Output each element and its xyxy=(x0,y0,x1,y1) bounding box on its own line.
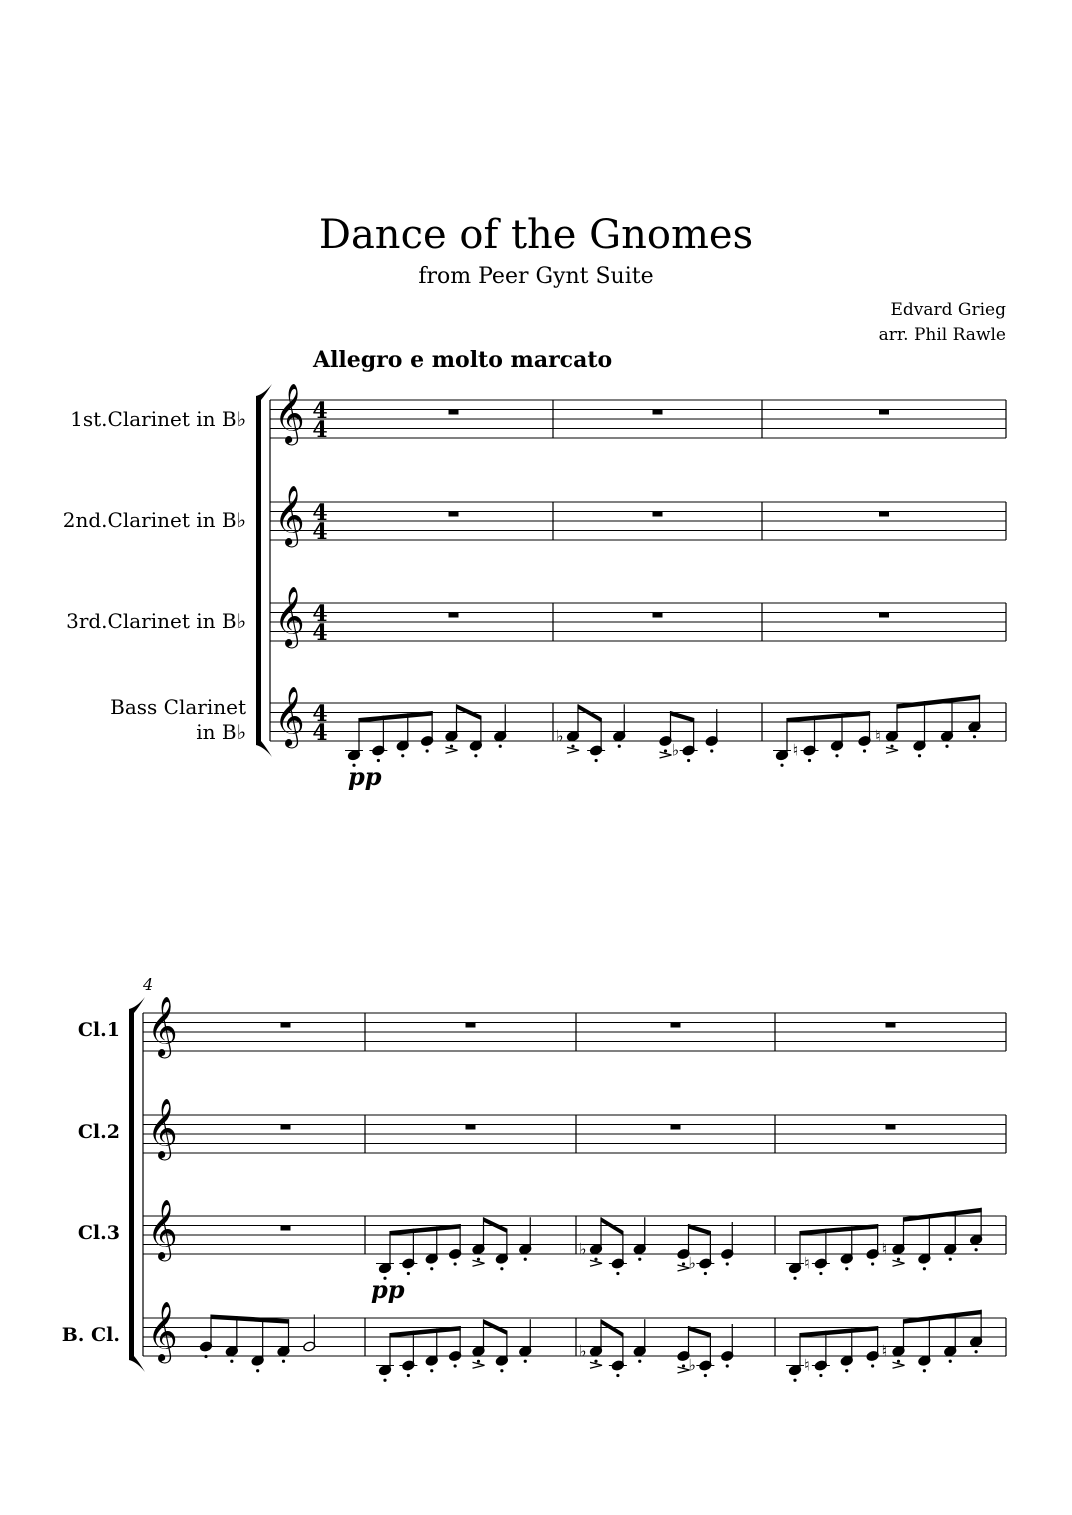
staccato-dot xyxy=(923,1369,926,1372)
whole-rest xyxy=(879,410,889,415)
staccato-dot xyxy=(524,1258,527,1261)
staccato-dot xyxy=(949,1258,952,1261)
treble-clef-icon: 𝄞 xyxy=(274,686,305,747)
natural-icon: ♮ xyxy=(881,1341,888,1361)
staccato-dot xyxy=(450,745,453,748)
whole-rest xyxy=(449,613,459,618)
staff-name-clarinet-3: 3rd.Clarinet in B♭ xyxy=(66,609,246,633)
staccato-dot xyxy=(945,745,948,748)
staccato-dot xyxy=(704,1272,707,1275)
staccato-dot xyxy=(616,1374,619,1377)
natural-icon: ♮ xyxy=(875,726,881,746)
treble-clef-icon: 𝄞 xyxy=(274,485,305,546)
whole-rest xyxy=(466,1125,476,1130)
system-bracket xyxy=(129,1009,134,1360)
whole-rest xyxy=(281,1023,291,1028)
staccato-dot xyxy=(710,749,713,752)
accent-mark xyxy=(660,752,672,758)
time-signature-bottom: 4 xyxy=(312,620,328,646)
whole-rest xyxy=(449,410,459,415)
staccato-dot xyxy=(897,1360,900,1363)
time-signature-top: 4 xyxy=(312,701,328,727)
flat-icon: ♭ xyxy=(671,740,680,760)
note-beam xyxy=(601,1319,623,1337)
natural-icon: ♮ xyxy=(803,1253,810,1273)
staccato-dot xyxy=(594,1258,597,1261)
treble-clef-icon: 𝄞 xyxy=(147,1301,178,1362)
whole-rest xyxy=(886,1023,896,1028)
whole-rest xyxy=(281,1226,291,1231)
staccato-dot xyxy=(407,1374,410,1377)
staccato-dot xyxy=(401,754,404,757)
whole-rest xyxy=(653,410,663,415)
accent-mark xyxy=(893,1362,905,1368)
note-beam xyxy=(904,1310,982,1324)
staccato-dot xyxy=(793,1277,796,1280)
staccato-dot xyxy=(845,1267,848,1270)
staccato-dot xyxy=(682,1364,685,1367)
staff-name-clarinet-2: 2nd.Clarinet in B♭ xyxy=(62,508,246,532)
time-signature-top: 4 xyxy=(312,500,328,526)
natural-icon: ♮ xyxy=(803,1355,810,1375)
staccato-dot xyxy=(897,1258,900,1261)
time-signature-bottom: 4 xyxy=(312,417,328,443)
staccato-dot xyxy=(687,759,690,762)
staccato-dot xyxy=(726,1364,729,1367)
staff-abbrev-cl1: Cl.1 xyxy=(77,1019,120,1041)
staccato-dot xyxy=(595,759,598,762)
staccato-dot xyxy=(871,1364,874,1367)
staccato-dot xyxy=(571,745,574,748)
note-beam xyxy=(601,1217,623,1235)
staccato-dot xyxy=(499,745,502,748)
staccato-dot xyxy=(780,764,783,767)
bracket-hook xyxy=(256,741,272,757)
staccato-dot xyxy=(383,1379,386,1382)
staff-name-line: Bass Clarinet xyxy=(110,695,246,719)
accent-mark xyxy=(473,1260,485,1266)
staccato-dot xyxy=(975,1350,978,1353)
staff-abbrev-cl2: Cl.2 xyxy=(77,1121,120,1143)
staccato-dot xyxy=(500,1267,503,1270)
note-beam xyxy=(578,704,602,722)
measure-number: 4 xyxy=(143,975,154,994)
staccato-dot xyxy=(638,1360,641,1363)
tempo-marking: Allegro e molto marcato xyxy=(313,347,613,373)
staccato-dot xyxy=(845,1369,848,1372)
time-signature-top: 4 xyxy=(312,398,328,424)
staccato-dot xyxy=(500,1369,503,1372)
treble-clef-icon: 𝄞 xyxy=(147,1199,178,1260)
staccato-dot xyxy=(256,1369,259,1372)
staff-name-line: in B♭ xyxy=(196,720,246,744)
accent-mark xyxy=(473,1362,485,1368)
staff-name-clarinet-1: 1st.Clarinet in B♭ xyxy=(70,407,246,431)
bracket-hook xyxy=(129,997,145,1013)
staccato-dot xyxy=(918,754,921,757)
score-title: Dance of the Gnomes xyxy=(318,212,754,258)
whole-rest xyxy=(466,1023,476,1028)
staccato-dot xyxy=(664,749,667,752)
note-beam xyxy=(904,1208,982,1222)
staccato-dot xyxy=(477,1360,480,1363)
composer: Edvard Grieg xyxy=(890,300,1006,320)
flat-icon: ♭ xyxy=(579,1239,587,1259)
time-signature-top: 4 xyxy=(312,601,328,627)
staccato-dot xyxy=(638,1258,641,1261)
whole-rest xyxy=(671,1023,681,1028)
whole-rest xyxy=(653,613,663,618)
staccato-dot xyxy=(477,1258,480,1261)
whole-rest xyxy=(879,613,889,618)
whole-rest xyxy=(879,512,889,517)
staccato-dot xyxy=(430,1369,433,1372)
accent-mark xyxy=(893,1260,905,1266)
note-beam xyxy=(897,695,980,709)
bracket-hook xyxy=(256,384,272,400)
staccato-dot xyxy=(618,745,621,748)
staccato-dot xyxy=(204,1355,207,1358)
staccato-dot xyxy=(426,749,429,752)
dynamic-marking: pp xyxy=(348,762,382,791)
accent-mark xyxy=(590,1260,602,1266)
arranger: arr. Phil Rawle xyxy=(878,325,1006,345)
time-signature-bottom: 4 xyxy=(312,519,328,545)
staccato-dot xyxy=(704,1374,707,1377)
whole-rest xyxy=(653,512,663,517)
accent-mark xyxy=(590,1362,602,1368)
staccato-dot xyxy=(474,754,477,757)
staccato-dot xyxy=(890,745,893,748)
staccato-dot xyxy=(808,759,811,762)
flat-icon: ♭ xyxy=(688,1355,696,1375)
staccato-dot xyxy=(949,1360,952,1363)
treble-clef-icon: 𝄞 xyxy=(147,1098,178,1159)
staccato-dot xyxy=(726,1262,729,1265)
staccato-dot xyxy=(973,735,976,738)
flat-icon: ♭ xyxy=(688,1253,696,1273)
staccato-dot xyxy=(594,1360,597,1363)
staccato-dot xyxy=(454,1364,457,1367)
staccato-dot xyxy=(230,1360,233,1363)
staccato-dot xyxy=(616,1272,619,1275)
staccato-dot xyxy=(819,1272,822,1275)
whole-rest xyxy=(671,1125,681,1130)
treble-clef-icon: 𝄞 xyxy=(147,996,178,1057)
staff-abbrev-cl3: Cl.3 xyxy=(77,1222,120,1244)
natural-icon: ♮ xyxy=(792,740,799,760)
staccato-dot xyxy=(682,1262,685,1265)
whole-rest xyxy=(886,1125,896,1130)
staccato-dot xyxy=(524,1360,527,1363)
whole-rest xyxy=(449,512,459,517)
time-signature-bottom: 4 xyxy=(312,720,328,746)
staccato-dot xyxy=(282,1360,285,1363)
staccato-dot xyxy=(871,1262,874,1265)
staccato-dot xyxy=(454,1262,457,1265)
staccato-dot xyxy=(835,754,838,757)
staccato-dot xyxy=(863,749,866,752)
dynamic-marking: pp xyxy=(371,1275,405,1304)
note-beam xyxy=(211,1315,289,1324)
treble-clef-icon: 𝄞 xyxy=(274,586,305,647)
accent-mark xyxy=(567,747,579,753)
whole-rest xyxy=(281,1125,291,1130)
accent-mark xyxy=(886,747,898,753)
staccato-dot xyxy=(793,1379,796,1382)
staccato-dot xyxy=(430,1267,433,1270)
staccato-dot xyxy=(975,1248,978,1251)
flat-icon: ♭ xyxy=(556,726,564,746)
accent-mark xyxy=(446,747,458,753)
treble-clef-icon: 𝄞 xyxy=(274,383,305,444)
score-subtitle: from Peer Gynt Suite xyxy=(418,264,654,289)
staccato-dot xyxy=(819,1374,822,1377)
bracket-hook xyxy=(129,1356,145,1372)
flat-icon: ♭ xyxy=(579,1341,587,1361)
natural-icon: ♮ xyxy=(881,1239,888,1259)
staccato-dot xyxy=(407,1272,410,1275)
system-bracket xyxy=(256,396,261,745)
staff-abbrev-bcl: B. Cl. xyxy=(61,1324,120,1346)
staccato-dot xyxy=(923,1267,926,1270)
